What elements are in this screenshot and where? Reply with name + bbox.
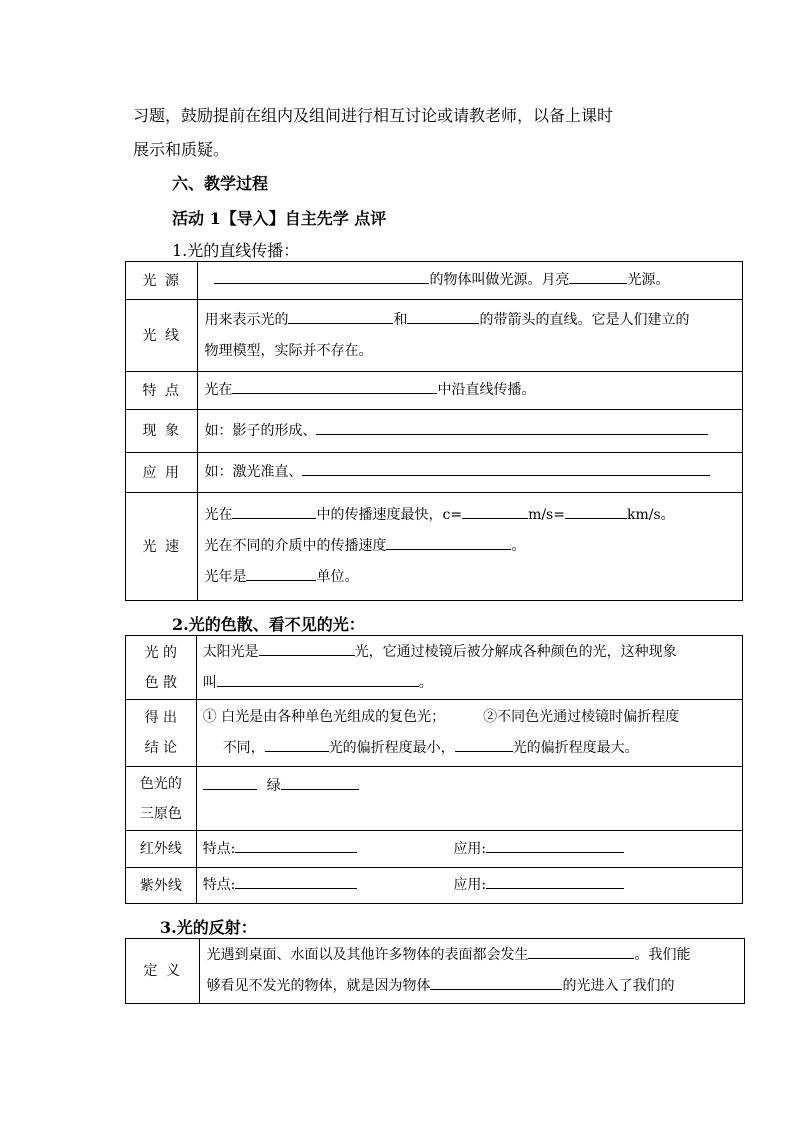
row-label [126,700,197,767]
text-segment: 光在不同的介质中的传播速度 [204,538,387,554]
table-row [126,868,743,904]
table-row [126,410,743,453]
row-content [196,868,742,904]
row-content [198,493,743,601]
text-segment: km/s。 [626,507,675,523]
blank-line [407,309,479,324]
label-line: 结 论 [144,740,178,756]
text-segment: 光年是 [204,569,247,585]
label-line: 得 出 [144,710,178,726]
row-label: 光 线 [126,300,198,372]
row-content [198,262,743,300]
blank-line [235,874,357,889]
text-segment: 。 [511,538,526,554]
text-segment: 如：影子的形成、 [204,422,317,439]
text-segment: 。 [418,674,433,691]
intro-line-2: 展示和质疑。 [133,140,230,159]
text-segment: 中沿直线传播。 [437,382,536,398]
row-label [126,767,197,831]
row-content [198,300,743,372]
table-row [126,636,743,700]
table-row [126,372,743,410]
text-segment: 光遇到桌面、水面以及其他许多物体的表面都会发生 [206,947,529,963]
blank-line [430,975,562,990]
row-label: 定 义 [126,939,200,1004]
text-segment: 用来表示光的 [204,311,289,328]
text-segment: 的带箭头的直线。它是人们建立的 [479,311,690,328]
blank-line [259,641,355,656]
table-row [126,939,745,1004]
text-segment: 太阳光是 [202,643,259,660]
blank-line [302,461,710,476]
blank-line [203,775,257,790]
table-straight-line-propagation [125,261,743,601]
label-line: 色光的 [139,775,182,792]
row-label: 特 点 [126,372,198,410]
text-segment: 如：激光准直、 [204,464,303,480]
blank-line [281,775,359,790]
text-segment: 的物体叫做光源。月亮 [429,272,570,288]
text-segment: ②不同色光通过棱镜时偏折程度 [483,709,680,725]
label-line: 光 的 [144,644,178,661]
table-row [126,300,743,372]
blank-line [569,269,627,284]
table-row [126,767,743,831]
text-segment: 光在 [204,382,233,398]
text-segment: 应用: [453,877,487,893]
table-row [126,700,743,767]
text-segment: 特点: [202,840,236,857]
text-segment: 特点: [202,877,236,893]
row-label: 现 象 [126,410,198,453]
blank-line [232,379,437,394]
blank-line [232,504,316,519]
table-row [126,262,743,300]
text-segment: 光，它通过棱镜后被分解成各种颜色的光，这种现象 [354,643,677,660]
row-content [196,767,742,831]
section-2-heading: 2.光的色散、看不见的光： [172,615,365,634]
row-content [196,831,742,868]
text-segment: 叫 [202,674,217,691]
text-segment: 。我们能 [634,947,691,963]
row-content [198,410,743,453]
row-label: 光 速 [126,493,198,601]
blank-line [462,504,528,519]
table-row [126,453,743,493]
text-segment: 中的传播速度最快，c= [316,507,463,523]
blank-line [565,504,627,519]
text-segment: 的光进入了我们的 [562,978,675,994]
text-segment: 绿 [266,778,281,794]
section-3-heading: 3.光的反射： [160,918,257,937]
text-segment: 不同， [222,740,265,756]
blank-line [528,944,634,959]
activity-title: 活动 1【导入】自主先学 点评 [172,209,387,228]
text-segment: ① 白光是由各种单色光组成的复色光； [202,709,446,725]
intro-line-1: 习题，鼓励提前在组内及组间进行相互讨论或请教老师，以备上课时 [133,106,614,125]
row-label: 光 源 [126,262,198,300]
row-content [200,939,745,1004]
label-line: 三原色 [139,805,182,822]
table-row [126,831,743,868]
text-segment: 应用: [453,840,487,857]
row-content [196,636,742,700]
row-label [126,636,197,700]
section-1-heading: 1.光的直线传播： [172,241,300,260]
blank-line [235,838,357,853]
row-label: 紫外线 [126,868,197,904]
blank-line [455,737,513,752]
table-reflection [125,938,745,1004]
text-segment: m/s= [528,507,565,523]
blank-line [246,566,316,581]
text-segment: 光的偏折程度最大。 [512,740,639,756]
blank-line [288,309,393,324]
text-segment: 光的偏折程度最小， [328,740,455,756]
table-dispersion [125,635,743,904]
row-content [198,453,743,493]
text-segment: 物理模型，实际并不存在。 [204,342,373,359]
text-segment: 和 [393,311,408,328]
text-segment: 单位。 [316,569,359,585]
section-title: 六、教学过程 [172,174,269,193]
text-segment: 光源。 [627,272,670,288]
blank-line [486,874,624,889]
row-content [198,372,743,410]
row-label: 红外线 [126,831,197,868]
blank-line [265,737,329,752]
blank-line [386,535,511,550]
row-content [196,700,742,767]
text-segment: 光在 [204,507,233,523]
row-label: 应 用 [126,453,198,493]
blank-line [217,672,419,687]
blank-line [316,420,708,435]
table-row [126,493,743,601]
blank-line [486,838,624,853]
text-segment: 够看见不发光的物体，就是因为物体 [206,978,431,994]
label-line: 色 散 [144,674,178,691]
blank-line [214,269,429,284]
